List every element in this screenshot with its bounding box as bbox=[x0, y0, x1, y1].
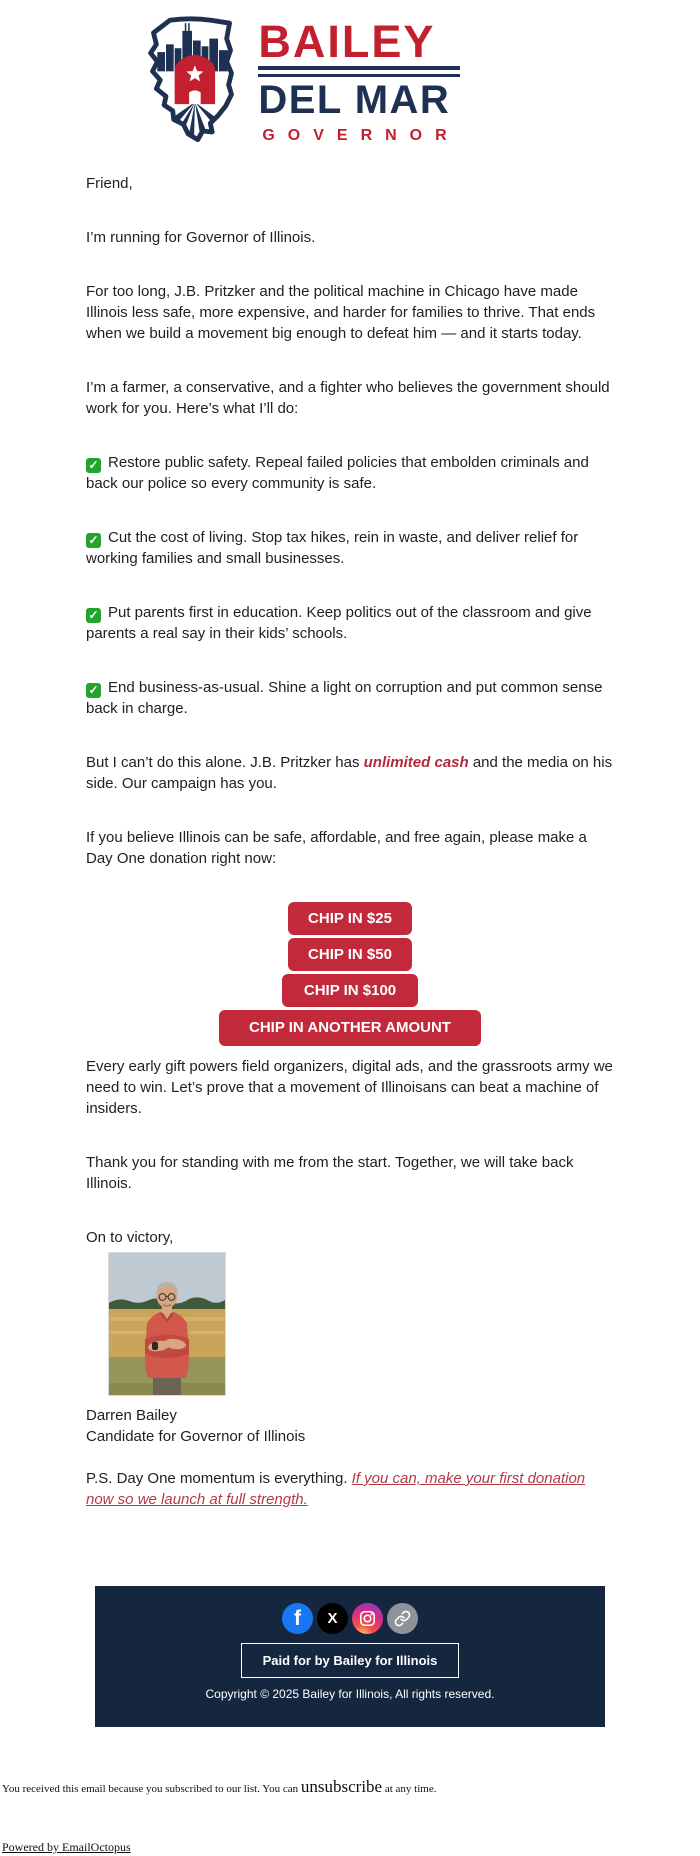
compliance-line bbox=[0, 1777, 700, 1797]
paragraph-every-gift: Every early gift powers field organizers, digital ads, and the grassroots army we need to win. Let’s prove that a movement of Illinoisans can beat a machine of insiders. bbox=[86, 1058, 613, 1117]
candidate-photo bbox=[108, 1252, 226, 1396]
paragraph-alone-post: and the media on his side. Our campaign has you. bbox=[86, 754, 613, 792]
signature-block bbox=[86, 1405, 614, 1510]
paragraph-alone-pre: But I can’t do this alone. J.B. Pritzker has bbox=[86, 754, 364, 771]
x-twitter-icon[interactable] bbox=[317, 1603, 348, 1634]
link-icon[interactable] bbox=[387, 1603, 418, 1634]
bullet-text: Restore public safety. Repeal failed policies that embolden criminals and back our police so every community is safe. bbox=[86, 454, 589, 492]
ps-donation-link[interactable]: If you can, make your first donation now so we launch at full strength. bbox=[86, 1470, 586, 1508]
powered-by-emailoctopus-link[interactable]: Powered by EmailOctopus bbox=[2, 1840, 131, 1854]
bullet-end-business-as-usual bbox=[86, 677, 614, 719]
bullet-cost-of-living bbox=[86, 527, 614, 569]
bullet-text: Put parents first in education. Keep politics out of the classroom and give parents a real say in their kids’ schools. bbox=[86, 604, 592, 642]
ps-line bbox=[86, 1468, 614, 1510]
green-check-icon: ✓ bbox=[86, 683, 101, 698]
paragraph-farmer: I’m a farmer, a conservative, and a fighter who believes the government should work for you. Here’s what I’ll do: bbox=[86, 379, 610, 417]
illinois-barn-skyline-graphic bbox=[140, 15, 244, 145]
x-glyph: X bbox=[327, 1610, 338, 1627]
illinois-state-logo-icon bbox=[140, 15, 244, 150]
chip-in-another-amount-button[interactable]: CHIP IN ANOTHER AMOUNT bbox=[219, 1010, 481, 1046]
logo-divider-lines bbox=[258, 66, 459, 77]
bullet-parents-education bbox=[86, 602, 614, 644]
closing-line: On to victory, bbox=[86, 1229, 174, 1246]
signature-name: Darren Bailey bbox=[86, 1407, 177, 1424]
logo-wordmark bbox=[258, 15, 460, 145]
compliance-pre: You received this email because you subscribed to our list. You can bbox=[2, 1783, 301, 1795]
darren-bailey-wheat-field-photo bbox=[109, 1253, 225, 1395]
unsubscribe-link[interactable]: unsubscribe bbox=[300, 1777, 383, 1796]
donation-button-stack bbox=[86, 902, 614, 1046]
chip-in-25-button[interactable]: CHIP IN $25 bbox=[288, 902, 412, 935]
logo-office-governor: GOVERNOR bbox=[262, 126, 460, 144]
campaign-logo bbox=[36, 0, 564, 150]
paragraph-running: I’m running for Governor of Illinois. bbox=[86, 229, 316, 246]
paragraph-thanks: Thank you for standing with me from the start. Together, we will take back Illinois. bbox=[86, 1154, 574, 1192]
instagram-camera-glyph bbox=[359, 1610, 376, 1627]
email-body bbox=[50, 0, 650, 1727]
salutation: Friend, bbox=[86, 175, 133, 192]
logo-name-bailey: BAILEY bbox=[258, 15, 436, 67]
chip-in-50-button[interactable]: CHIP IN $50 bbox=[288, 938, 412, 971]
bullet-text: Cut the cost of living. Stop tax hikes, rein in waste, and deliver relief for working families and small businesses. bbox=[86, 529, 579, 567]
unlimited-cash-emphasis: unlimited cash bbox=[363, 754, 469, 771]
email-footer bbox=[95, 1586, 605, 1727]
facebook-f-glyph: f bbox=[294, 1606, 301, 1630]
chip-in-100-button[interactable]: CHIP IN $100 bbox=[282, 974, 418, 1007]
paid-for-disclaimer: Paid for by Bailey for Illinois bbox=[241, 1643, 460, 1678]
paragraph-too-long: For too long, J.B. Pritzker and the political machine in Chicago have made Illinois less safe, more expensive, and harder for families to thrive. That ends when we build a movement big enough to defeat him — and it starts today. bbox=[86, 283, 596, 342]
facebook-icon[interactable] bbox=[282, 1603, 313, 1634]
social-icons-row bbox=[95, 1603, 605, 1634]
paragraph-alone bbox=[86, 752, 614, 794]
instagram-icon[interactable] bbox=[352, 1603, 383, 1634]
bullet-text: End business-as-usual. Shine a light on corruption and put common sense back in charge. bbox=[86, 679, 603, 717]
logo-name-delmar: DEL MAR bbox=[258, 77, 451, 122]
chain-link-glyph bbox=[394, 1610, 411, 1627]
signature-title: Candidate for Governor of Illinois bbox=[86, 1428, 306, 1445]
paragraph-believe: If you believe Illinois can be safe, affordable, and free again, please make a Day One donation right now: bbox=[86, 829, 587, 867]
copyright-line: Copyright © 2025 Bailey for Illinois, All rights reserved. bbox=[205, 1687, 495, 1701]
green-check-icon: ✓ bbox=[86, 458, 101, 473]
compliance-post: at any time. bbox=[382, 1783, 437, 1795]
ps-text: P.S. Day One momentum is everything. bbox=[86, 1470, 352, 1487]
letter-content bbox=[86, 173, 614, 1510]
green-check-icon: ✓ bbox=[86, 608, 101, 623]
green-check-icon: ✓ bbox=[86, 533, 101, 548]
bullet-public-safety bbox=[86, 452, 614, 494]
